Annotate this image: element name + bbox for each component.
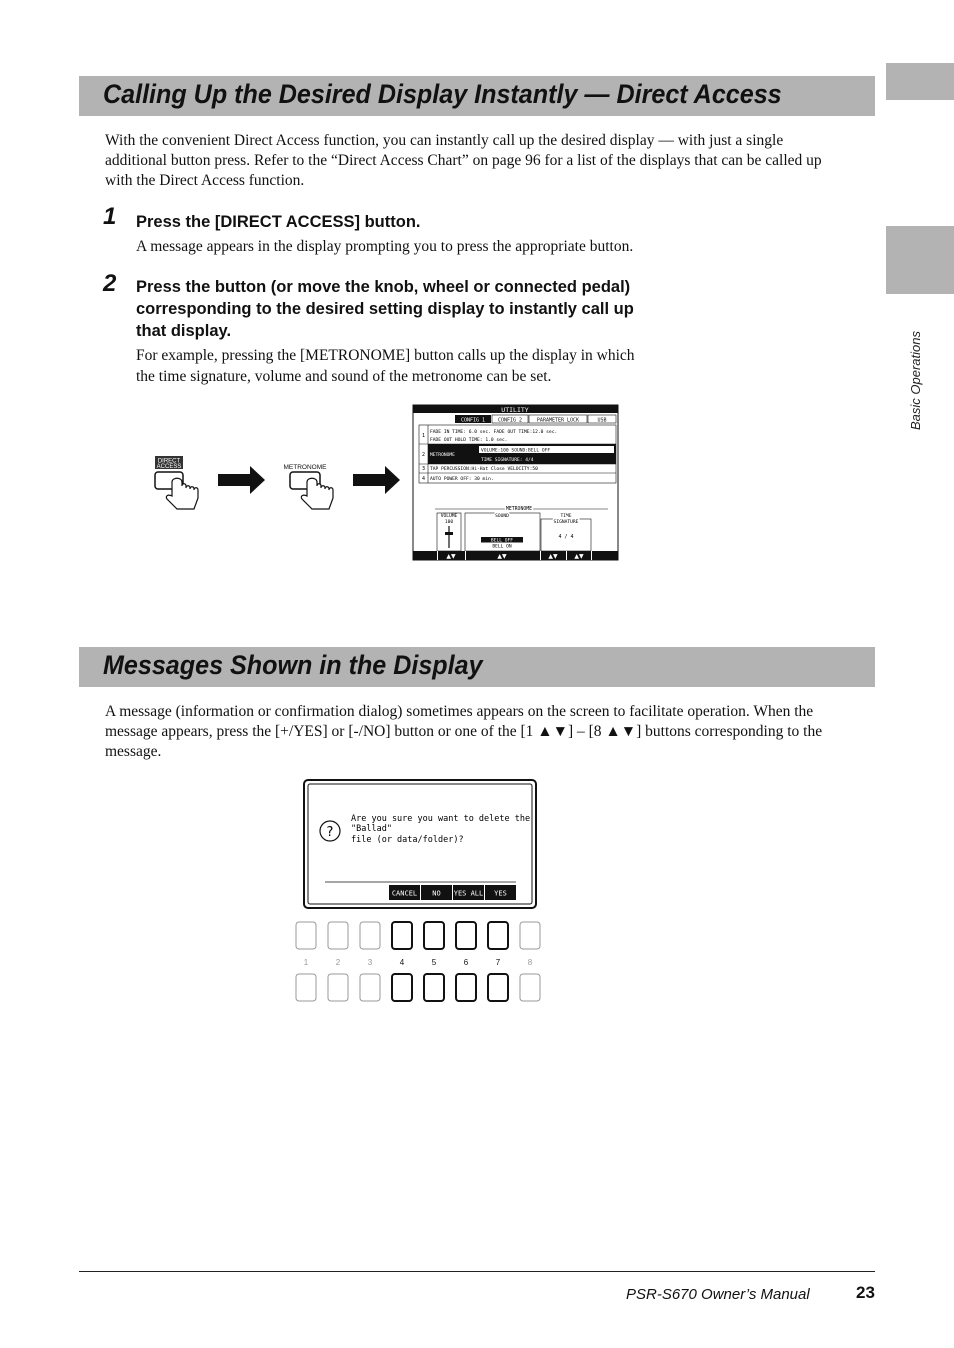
intro-paragraph: With the convenient Direct Access function, you can instantly call up the desired display — with just a single additional button press. Refer to the “Direct Access Chart” on page 96 for a list of the displays that can be called up with the Direct Access function. xyxy=(105,132,822,189)
dialog-message-line: "Ballad" xyxy=(351,824,392,834)
svg-text:FADE IN TIME: 6.0 sec. FADE: FADE IN TIME: 6.0 sec. FADE OUT TIME:12.0 sec. xyxy=(430,430,558,435)
message-dialog-illustration xyxy=(290,775,550,1010)
step-1-number: 1 xyxy=(103,203,117,230)
svg-text:ACCESS: ACCESS xyxy=(156,464,182,470)
dialog-message-line: Are you sure you want to delete the xyxy=(351,814,531,824)
panel-button-8-up[interactable] xyxy=(520,922,540,949)
messages-paragraph: A message (information or confirmation dialog) sometimes appears on the screen to facilitate operation. When the message appears, press the [+/YES] or [-/NO] button or one of the [1 ▲▼] – [8 ▲▼] buttons corresponding to the message. xyxy=(105,703,823,760)
panel-button-5-down[interactable] xyxy=(424,974,444,1001)
yes-button[interactable] xyxy=(485,885,516,900)
panel-button-number: 2 xyxy=(335,958,341,967)
panel-button-number: 1 xyxy=(303,958,309,967)
svg-text:?: ? xyxy=(326,825,334,840)
panel-button-number: 7 xyxy=(495,958,501,967)
panel-button-3-down[interactable] xyxy=(360,974,380,1001)
panel-button-row xyxy=(296,922,540,1001)
svg-text:▲▼: ▲▼ xyxy=(574,553,584,560)
direct-access-illustration xyxy=(150,400,625,565)
section-header-direct-access xyxy=(79,76,875,116)
arrow-right-icon xyxy=(353,466,400,494)
panel-button-number: 5 xyxy=(431,958,437,967)
panel-button-number: 3 xyxy=(367,958,373,967)
svg-text:1: 1 xyxy=(421,433,426,439)
svg-text:BELL ON: BELL ON xyxy=(492,544,512,550)
step-2-text: For example, pressing the [METRONOME] button calls up the display in which the time signature, volume and sound of the metronome can be set. xyxy=(136,347,635,385)
svg-text:TIME SIGNATURE: 4/4: TIME SIGNATURE: 4/4 xyxy=(481,458,534,463)
cancel-button[interactable] xyxy=(389,885,420,900)
panel-button-2-up[interactable] xyxy=(328,922,348,949)
arrow-right-icon xyxy=(218,466,265,494)
panel-button-3-up[interactable] xyxy=(360,922,380,949)
panel-button-2-down[interactable] xyxy=(328,974,348,1001)
svg-text:4: 4 xyxy=(421,476,426,482)
side-tab-top xyxy=(886,63,954,100)
no-button[interactable] xyxy=(421,885,452,900)
step-1-title: Press the [DIRECT ACCESS] button. xyxy=(136,213,421,231)
step-1-text: A message appears in the display prompting you to press the appropriate button. xyxy=(136,238,634,255)
svg-text:PARAMETER LOCK: PARAMETER LOCK xyxy=(536,417,580,424)
svg-text:100: 100 xyxy=(444,520,454,525)
svg-text:FADE OUT HOLD TIME: 1.0 sec.: FADE OUT HOLD TIME: 1.0 sec. xyxy=(430,438,508,443)
page-number: 23 xyxy=(856,1283,875,1302)
footer-manual-title: PSR-S670 Owner’s Manual xyxy=(626,1286,810,1303)
dialog-message-line: file (or data/folder)? xyxy=(351,835,464,845)
svg-text:CONFIG 2: CONFIG 2 xyxy=(497,417,523,424)
svg-text:BELL OFF: BELL OFF xyxy=(490,538,514,544)
svg-text:SIGNATURE: SIGNATURE xyxy=(553,520,579,525)
svg-text:▲▼: ▲▼ xyxy=(497,553,507,560)
panel-button-8-down[interactable] xyxy=(520,974,540,1001)
yes-all-button[interactable] xyxy=(453,885,484,900)
panel-button-7-up[interactable] xyxy=(488,922,508,949)
svg-text:DIRECT: DIRECT xyxy=(157,458,181,465)
svg-text:TAP PERCUSSION:Hi-Hat Close: TAP PERCUSSION:Hi-Hat Close VELOCITY:50 xyxy=(430,467,538,472)
svg-text:USB: USB xyxy=(597,417,607,424)
footer-rule xyxy=(79,1271,875,1272)
svg-text:METRONOME: METRONOME xyxy=(430,453,455,458)
svg-text:TIME: TIME xyxy=(560,514,572,519)
svg-text:CANCEL: CANCEL xyxy=(391,889,418,898)
panel-button-1-up[interactable] xyxy=(296,922,316,949)
svg-text:▲▼: ▲▼ xyxy=(548,553,558,560)
side-tab-section xyxy=(886,226,954,294)
svg-text:2: 2 xyxy=(421,452,426,458)
panel-button-number: 8 xyxy=(527,958,533,967)
section-title: Calling Up the Desired Display Instantly — Direct Access xyxy=(103,79,782,109)
panel-button-5-up[interactable] xyxy=(424,922,444,949)
panel-button-7-down[interactable] xyxy=(488,974,508,1001)
svg-text:METRONOME: METRONOME xyxy=(283,464,327,471)
svg-text:SOUND: SOUND xyxy=(495,514,509,519)
question-icon xyxy=(320,821,340,841)
side-label: Basic Operations xyxy=(908,331,923,430)
svg-text:METRONOME: METRONOME xyxy=(506,507,532,512)
step-2-number: 2 xyxy=(103,270,117,297)
section-title: Messages Shown in the Display xyxy=(103,650,483,680)
step-2-title: Press the button (or move the knob, wheel or connected pedal) corresponding to the desired setting display to instantly call up that display. xyxy=(136,278,634,340)
panel-button-6-down[interactable] xyxy=(456,974,476,1001)
svg-text:YES ALL: YES ALL xyxy=(453,889,484,898)
svg-text:YES: YES xyxy=(494,889,507,898)
svg-text:3: 3 xyxy=(421,466,426,472)
panel-button-6-up[interactable] xyxy=(456,922,476,949)
svg-text:CONFIG 1: CONFIG 1 xyxy=(460,417,486,424)
section-header-messages xyxy=(79,647,875,687)
panel-button-4-up[interactable] xyxy=(392,922,412,949)
svg-text:▲▼: ▲▼ xyxy=(446,553,456,560)
panel-button-1-down[interactable] xyxy=(296,974,316,1001)
svg-text:4 / 4: 4 / 4 xyxy=(558,534,574,540)
svg-text:VOLUME:100 SOUND:BELL OFF: VOLUME:100 SOUND:BELL OFF xyxy=(481,448,551,454)
svg-text:NO: NO xyxy=(432,889,441,898)
panel-button-number: 4 xyxy=(399,958,405,967)
utility-lcd-screen xyxy=(413,405,618,560)
panel-button-4-down[interactable] xyxy=(392,974,412,1001)
svg-text:UTILITY: UTILITY xyxy=(501,406,529,414)
svg-text:VOLUME: VOLUME xyxy=(440,514,458,519)
panel-button-number: 6 xyxy=(463,958,469,967)
svg-text:AUTO POWER OFF: 30 min.: AUTO POWER OFF: 30 min. xyxy=(430,477,494,482)
